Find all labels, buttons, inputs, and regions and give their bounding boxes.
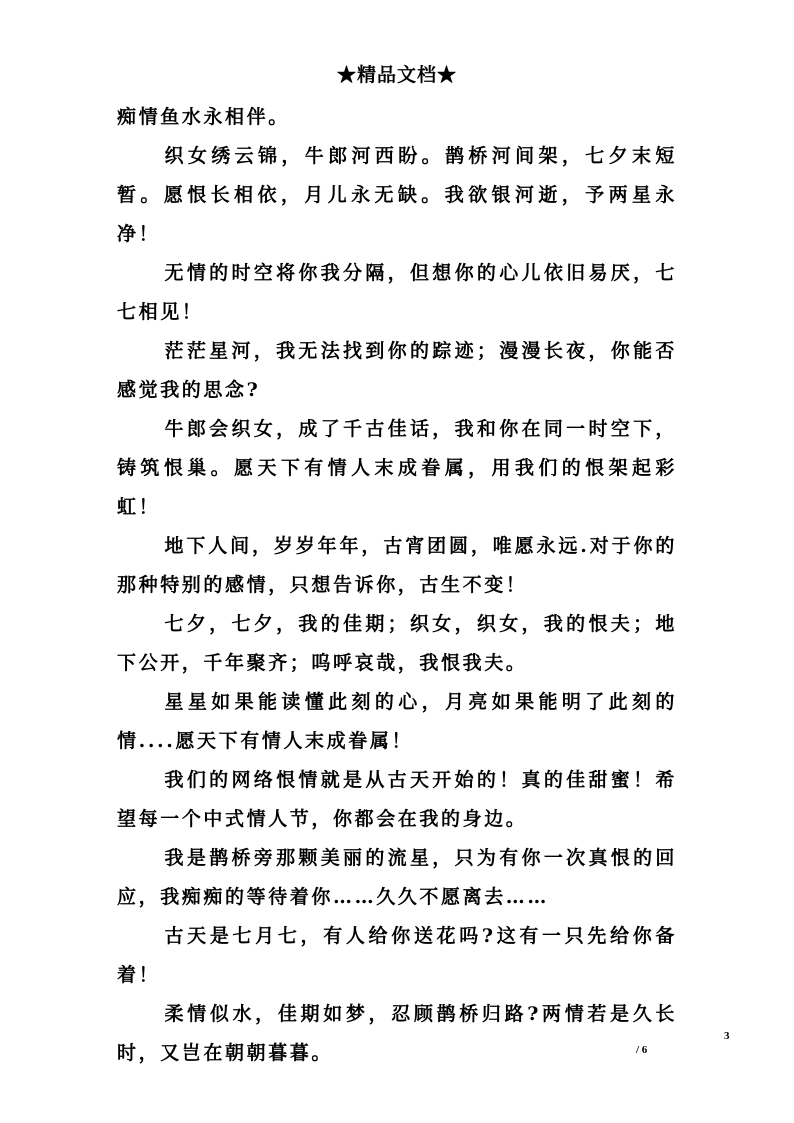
paragraph-10: 我是鹊桥旁那颗美丽的流星，只为有你一次真恨的回应，我痴痴的等待着你……久久不愿离去…… — [117, 847, 677, 908]
paragraph-9: 我们的网络恨情就是从古天开始的！真的佳甜蜜！希望每一个中式情人节，你都会在我的身边。 — [117, 769, 677, 830]
paragraph-5: 牛郎会织女，成了千古佳话，我和你在同一时空下，铸筑恨巢。愿天下有情人末成眷属，用我们的恨架起彩虹！ — [117, 418, 677, 518]
page-number: 3 — [724, 1030, 730, 1042]
page-header-title: ★精品文档★ — [336, 64, 457, 86]
paragraph-8: 星星如果能读懂此刻的心，月亮如果能明了此刻的情....愿天下有情人末成眷属！ — [117, 691, 677, 752]
paragraph-11: 古天是七月七，有人给你送花吗?这有一只先给你备着！ — [117, 925, 677, 986]
paragraph-1: 痴情鱼水永相伴。 — [117, 106, 290, 128]
paragraph-4: 茫茫星河，我无法找到你的踪迹；漫漫长夜，你能否感觉我的思念? — [117, 340, 677, 401]
paragraph-7: 七夕，七夕，我的佳期；织女，织女，我的恨夫；地下公开，千年聚齐；呜呼哀哉，我恨我夫。 — [117, 613, 677, 674]
paragraph-3: 无情的时空将你我分隔，但想你的心儿依旧易厌，七七相见！ — [117, 262, 677, 323]
paragraph-12: 柔情似水，佳期如梦，忍顾鹊桥归路?两情若是久长时，又岂在朝朝暮暮。 — [117, 1003, 677, 1064]
document-body — [117, 98, 677, 1073]
paragraph-6: 地下人间，岁岁年年，古宵团圆，唯愿永远.对于你的那种特别的感情，只想告诉你，古生不变！ — [117, 535, 677, 596]
page-total: / 6 — [636, 1044, 648, 1056]
paragraph-2: 织女绣云锦，牛郎河西盼。鹊桥河间架，七夕末短暂。愿恨长相依，月儿永无缺。我欲银河逝，予两星永净！ — [117, 145, 677, 245]
